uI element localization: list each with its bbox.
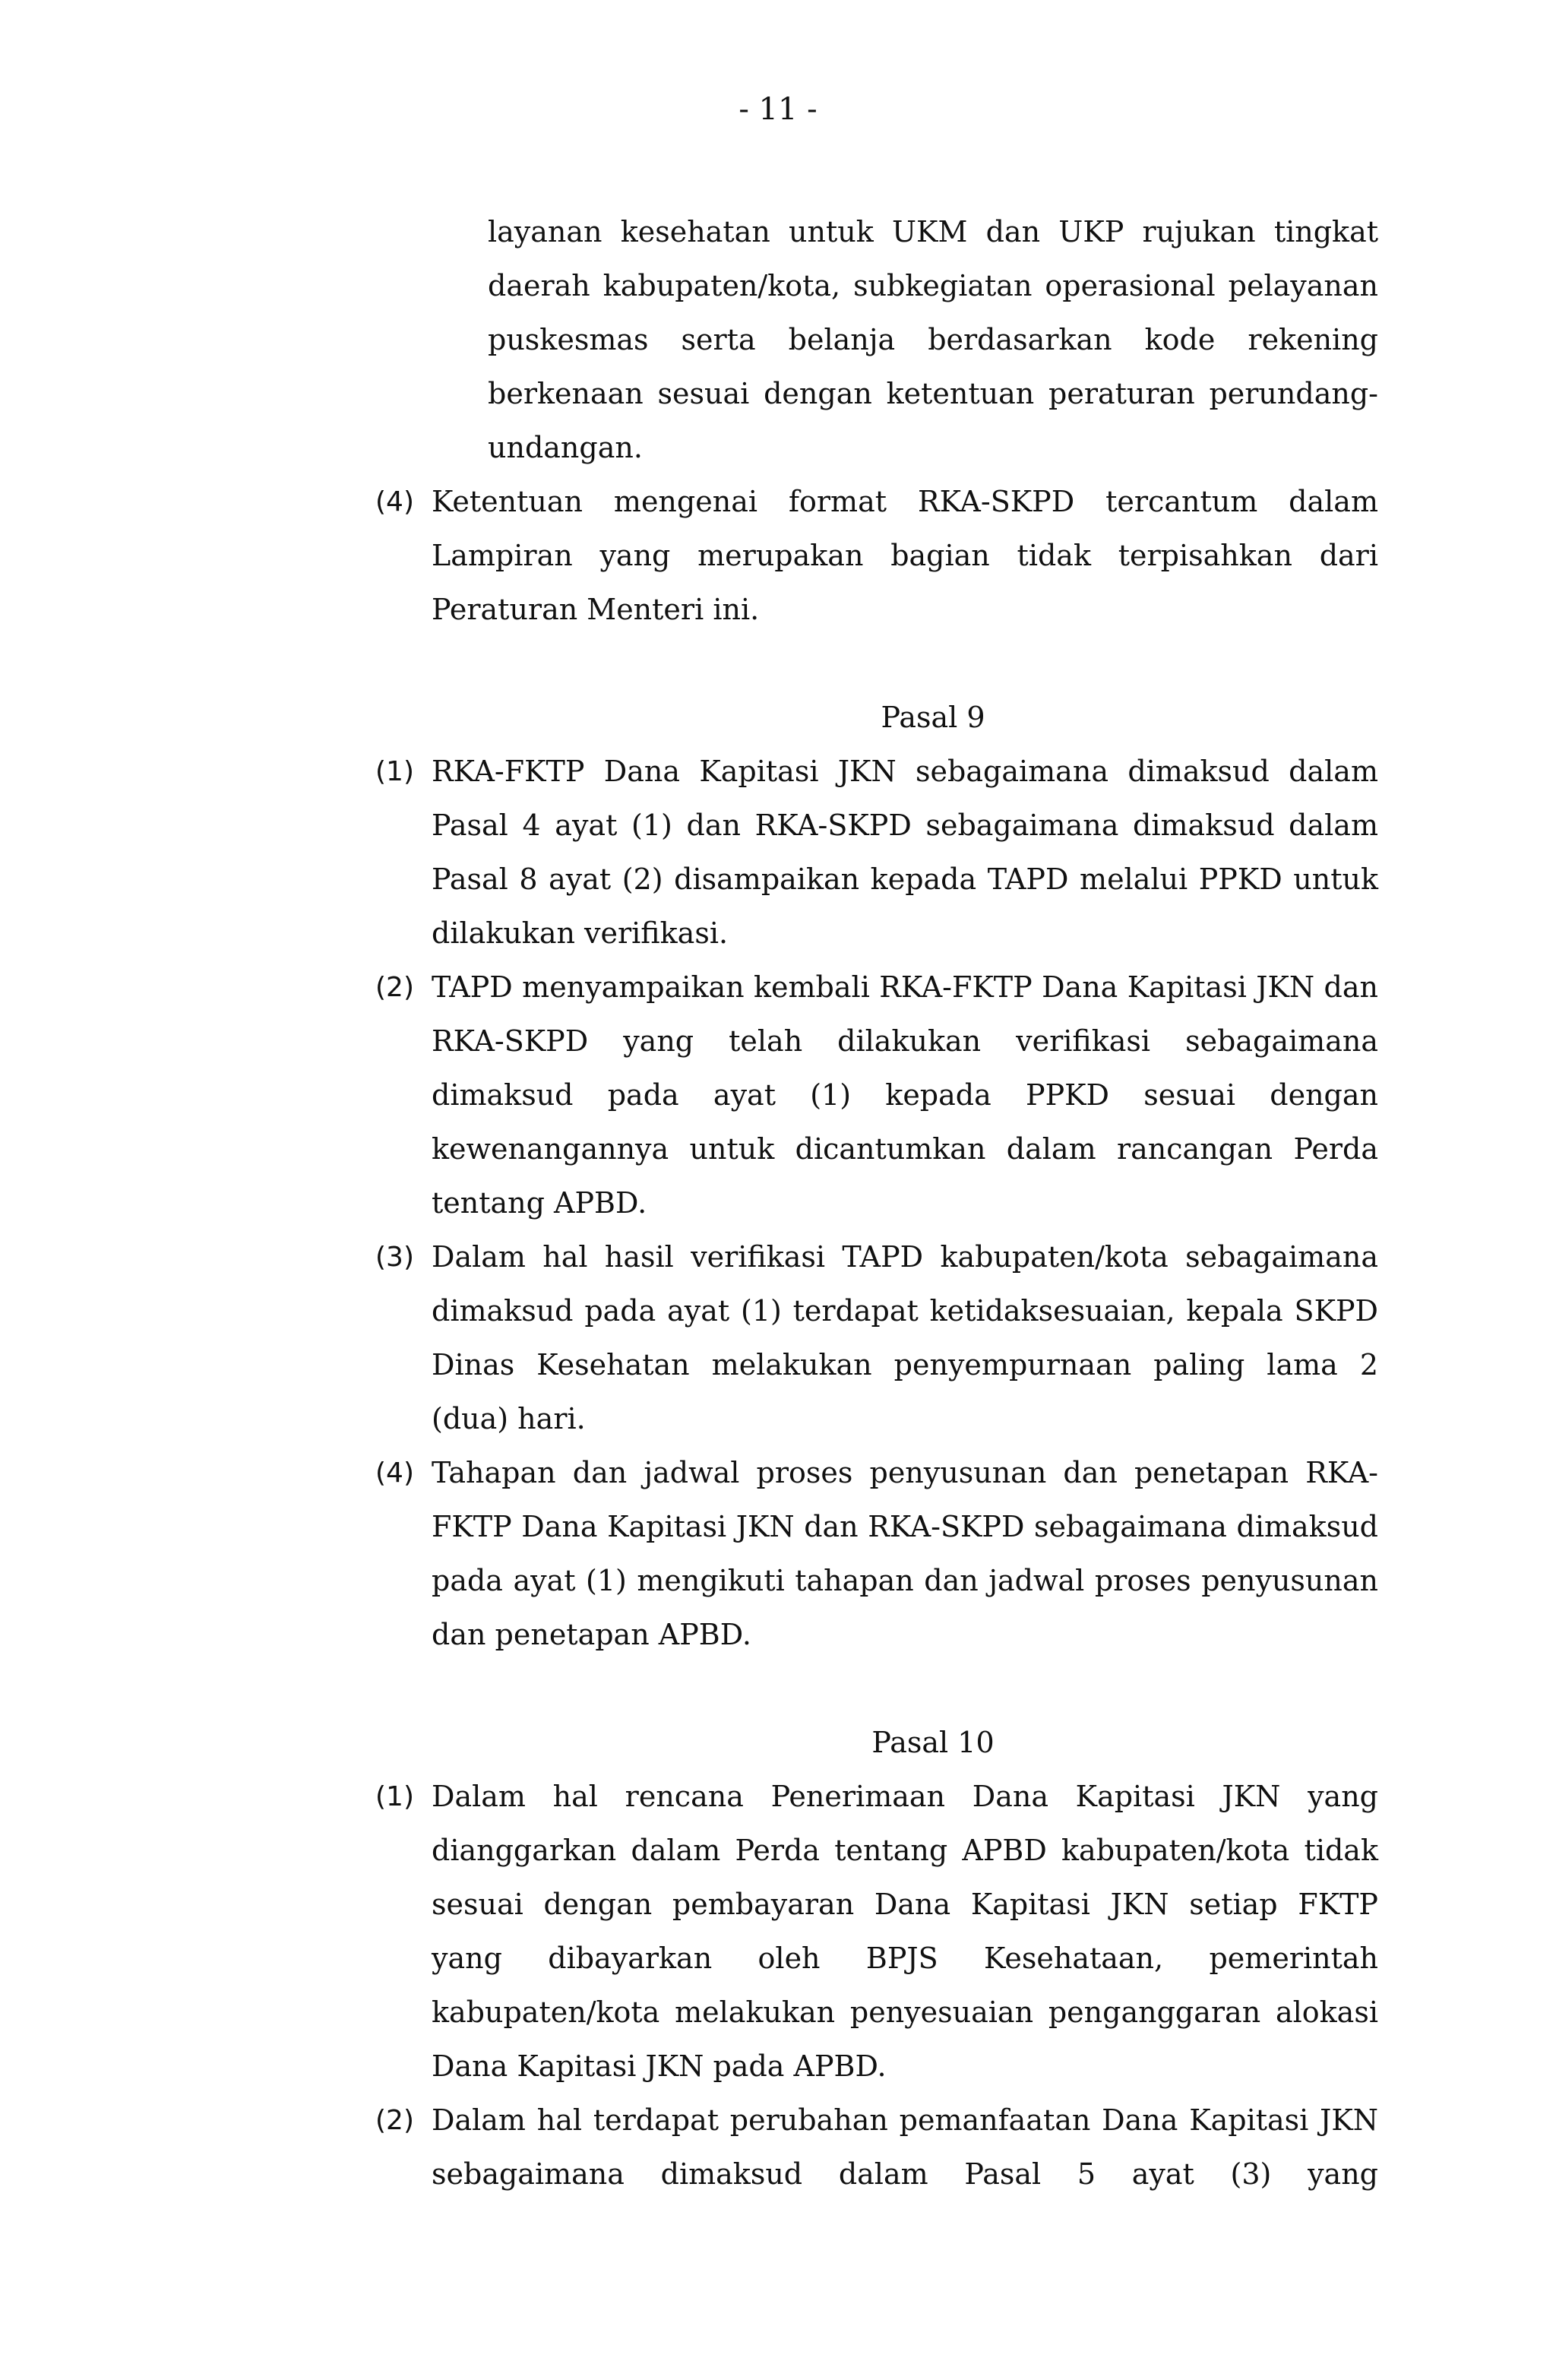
pasal9-item-1 [375,745,1378,961]
item-text: Tahapan dan jadwal proses penyusunan dan penetapan RKA-FKTP Dana Kapitasi JKN dan RKA-SKPD sebagaimana dimaksud pada ayat (1) mengikuti tahapan dan jadwal proses penyusunan dan penetapan APBD. [432,1456,1378,1651]
pasal9-heading: Pasal 9 [881,701,985,734]
pasal9-item-3 [375,1230,1378,1446]
item-text: Dalam hal terdapat perubahan pemanfaatan Dana Kapitasi JKN sebagaimana dimaksud dalam Pasal 5 ayat (3) yang [432,2103,1378,2191]
pasal10-item-1 [375,1770,1378,2094]
pasal10-heading: Pasal 10 [871,1726,995,1759]
item-number: (2) [375,972,414,1003]
item-text: Ketentuan mengenai format RKA-SKPD tercantum dalam Lampiran yang merupakan bagian tidak terpisahkan dari Peraturan Menteri ini. [432,485,1378,626]
item-text: RKA-FKTP Dana Kapitasi JKN sebagaimana dimaksud dalam Pasal 4 ayat (1) dan RKA-SKPD sebagaimana dimaksud dalam Pasal 8 ayat (2) disampaikan kepada TAPD melalui PPKD untuk dilakukan verifikasi. [432,755,1378,950]
pasal8-item-4 [375,475,1378,637]
document-body [375,205,1378,2201]
continuation-paragraph: layanan kesehatan untuk UKM dan UKP rujukan tingkat daerah kabupaten/kota, subkegiatan operasional pelayanan puskesmas serta belanja berdasarkan kode rekening berkenaan sesuai dengan ketentuan peraturan perundang-undangan. [488,215,1378,464]
pasal10-item-2 [375,2094,1378,2201]
item-text: Dalam hal hasil verifikasi TAPD kabupaten/kota sebagaimana dimaksud pada ayat (1) terdapat ketidaksesuaian, kepala SKPD Dinas Kesehatan melakukan penyempurnaan paling lama 2 (dua) hari. [432,1240,1378,1435]
item-number: (2) [375,2105,414,2136]
item-number: (3) [375,1242,414,1273]
item-number: (1) [375,1781,414,1812]
page-number: - 11 - [738,92,818,127]
pasal9-item-4 [375,1446,1378,1662]
item-number: (4) [375,486,414,517]
pasal9-item-2 [375,961,1378,1230]
item-text: Dalam hal rencana Penerimaan Dana Kapitasi JKN yang dianggarkan dalam Perda tentang APBD kabupaten/kota tidak sesuai dengan pembayaran Dana Kapitasi JKN setiap FKTP yang dibayarkan oleh BPJS Kesehataan, pemerintah kabupaten/kota melakukan penyesuaian penganggaran alokasi Dana Kapitasi JKN pada APBD. [432,1780,1378,2083]
item-text: TAPD menyampaikan kembali RKA-FKTP Dana Kapitasi JKN dan RKA-SKPD yang telah dilakukan verifikasi sebagaimana dimaksud pada ayat (1) kepada PPKD sesuai dengan kewenangannya untuk dicantumkan dalam rancangan Perda tentang APBD. [432,970,1378,1220]
item-number: (4) [375,1457,414,1489]
item-number: (1) [375,756,414,787]
